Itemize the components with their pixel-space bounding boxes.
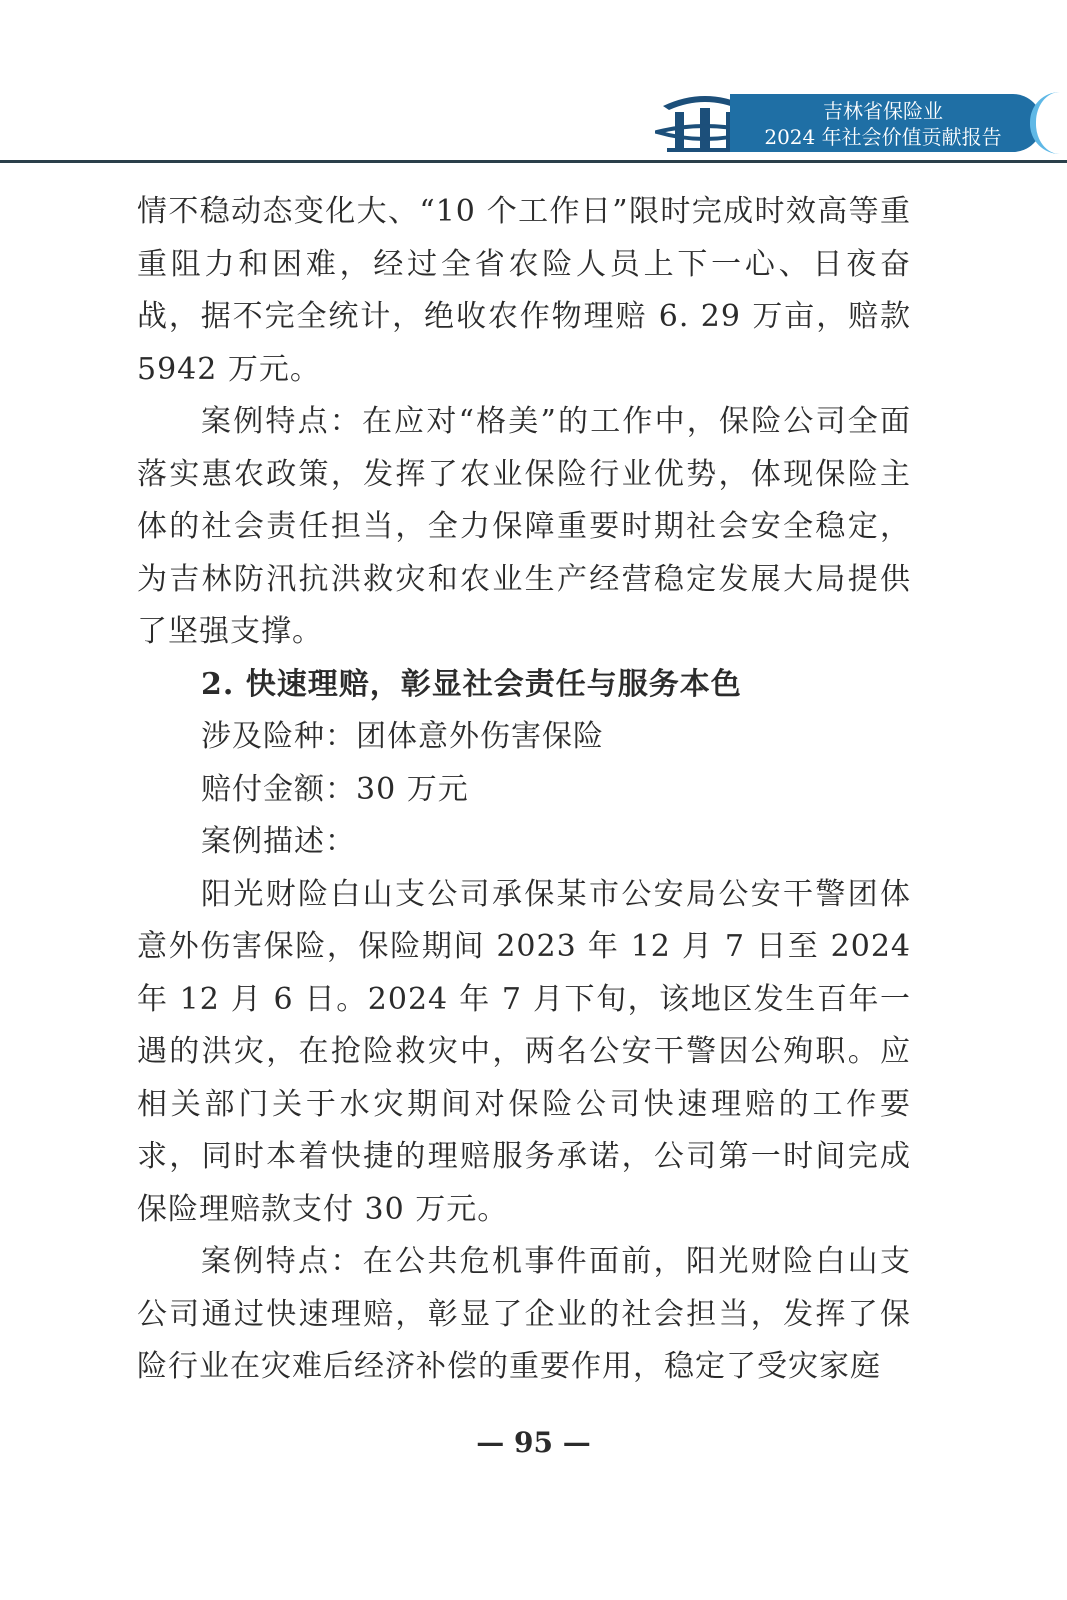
page-number: — 95 — (476, 1426, 591, 1459)
report-title-line2: 2024 年社会价值贡献报告 (764, 125, 1002, 149)
case-description-label: 案例描述： (201, 824, 356, 859)
paragraph-case-feature-2: 案例特点：在公共危机事件面前，阳光财险白山支公司通过快速理赔，彰显了企业的社会担当，发挥了保险行业在灾难后经济补偿的重要作用，稳定了受灾家庭 (137, 1244, 911, 1384)
report-title (738, 98, 1028, 150)
report-title-line1: 吉林省保险业 (823, 99, 943, 123)
payout-amount-line: 赔付金额：30 万元 (201, 771, 469, 807)
page-body (137, 186, 911, 1394)
section-heading: 2. 快速理赔，彰显社会责任与服务本色 (201, 666, 742, 702)
paragraph-case-description: 阳光财险白山支公司承保某市公安局公安干警团体意外伤害保险，保险期间 2023 年 12 月 7 日至 2024 年 12 月 6 日。2024 年 7 月下旬，该地区发生百年一遇的洪灾，在抢险救灾中，两名公安干警因公殉职。应相关部门关于水灾期间对保险公司快速理赔的工作要求，同时本着快捷的理赔服务承诺，公司第一时间完成保险理赔款支付 30 万元。 (137, 876, 911, 1227)
header-cap-decoration (1030, 92, 1067, 154)
header-divider (0, 160, 1067, 163)
paragraph-continued: 情不稳动态变化大、“10 个工作日”限时完成时效高等重重阻力和困难，经过全省农险人员上下一心、日夜奋战，据不完全统计，绝收农作物理赔 6. 29 万亩，赔款 5942 万元。 (137, 194, 911, 387)
paragraph-case-feature-1: 案例特点：在应对“格美”的工作中，保险公司全面落实惠农政策，发挥了农业保险行业优势，体现保险主体的社会责任担当，全力保障重要时期社会安全稳定，为吉林防汛抗洪救灾和农业生产经营稳定发展大局提供了坚强支撑。 (137, 404, 911, 649)
risk-type-line: 涉及险种：团体意外伤害保险 (201, 719, 604, 754)
page-header (0, 0, 1067, 170)
